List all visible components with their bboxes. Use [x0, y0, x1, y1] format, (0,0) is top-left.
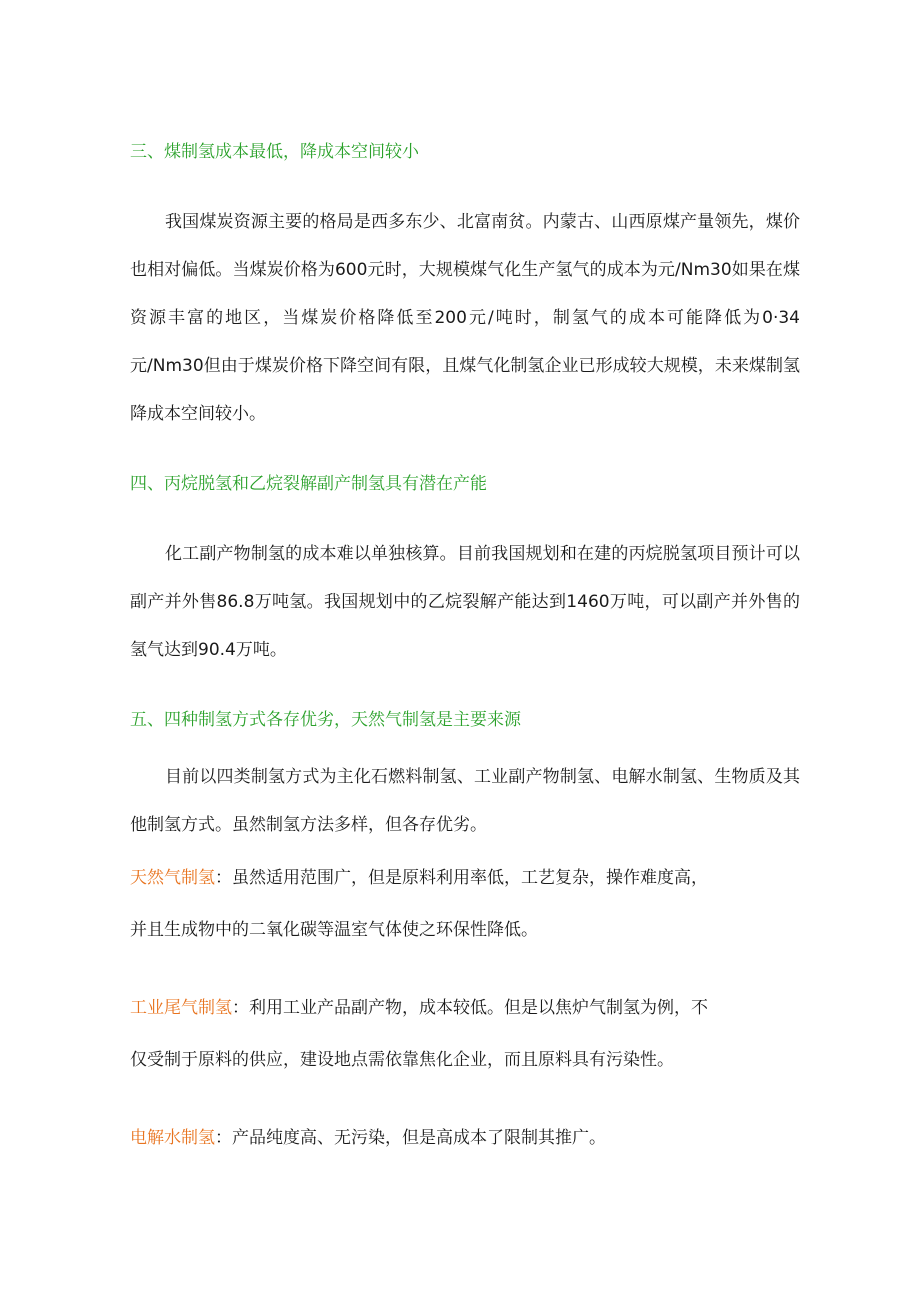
- section-5-heading: 五、四种制氢方式各存优劣，天然气制氢是主要来源: [130, 710, 521, 730]
- item-industrial-gas-line-1: [130, 996, 708, 1020]
- item-natural-gas-line-2: 并且生成物中的二氧化碳等温室气体使之环保性降低。: [130, 920, 538, 940]
- item-industrial-gas-text: ：利用工业产品副产物，成本较低。但是以焦炉气制氢为例，不: [232, 998, 708, 1018]
- section-3-heading: 三、煤制氢成本最低，降成本空间较小: [130, 142, 419, 162]
- item-natural-gas-label: 天然气制氢: [130, 868, 215, 888]
- section-5-paragraph: 目前以四类制氢方式为主化石燃料制氢、工业副产物制氢、电解水制氢、生物质及其他制氢方式。虽然制氢方法多样，但各存优劣。: [130, 767, 800, 835]
- section-3-paragraph: 我国煤炭资源主要的格局是西多东少、北富南贫。内蒙古、山西原煤产量领先，煤价也相对偏低。当煤炭价格为600元时，大规模煤气化生产氢气的成本为元/Nm30如果在煤资源丰富的地区，当煤炭价格降低至200元/吨时，制氢气的成本可能降低为0·34元/Nm30但由于煤炭价格下降空间有限，且煤气化制氢企业已形成较大规模，未来煤制氢降成本空间较小。: [130, 212, 800, 424]
- section-4-heading: 四、丙烷脱氢和乙烷裂解副产制氢具有潜在产能: [130, 474, 487, 494]
- item-natural-gas-text: ：虽然适用范围广，但是原料利用率低，工艺复杂，操作难度高，: [215, 868, 708, 888]
- item-natural-gas-line-1: [130, 866, 708, 890]
- item-electrolysis-label: 电解水制氢: [130, 1128, 215, 1148]
- item-electrolysis-line: [130, 1126, 606, 1150]
- item-electrolysis-text: ：产品纯度高、无污染，但是高成本了限制其推广。: [215, 1128, 606, 1148]
- section-4-paragraph: 化工副产物制氢的成本难以单独核算。目前我国规划和在建的丙烷脱氢项目预计可以副产并外售86.8万吨氢。我国规划中的乙烷裂解产能达到1460万吨，可以副产并外售的氢气达到90.4万吨。: [130, 544, 800, 660]
- item-industrial-gas-line-2: 仅受制于原料的供应，建设地点需依靠焦化企业，而且原料具有污染性。: [130, 1050, 674, 1070]
- item-industrial-gas-label: 工业尾气制氢: [130, 998, 232, 1018]
